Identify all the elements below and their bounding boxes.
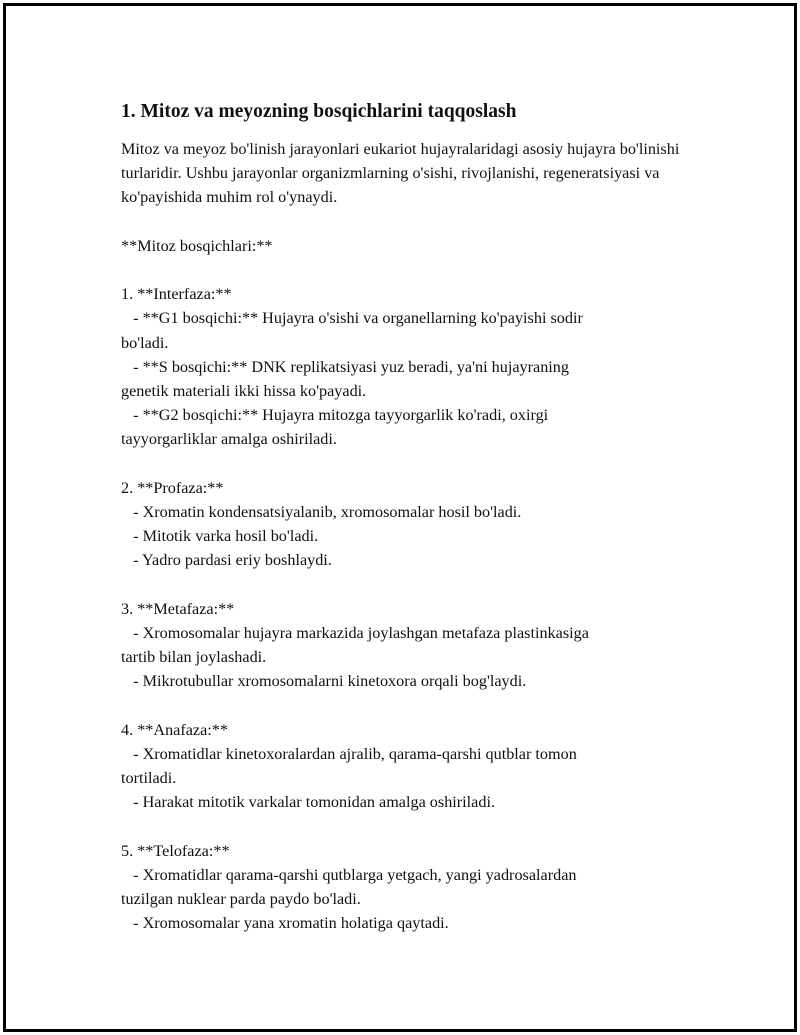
text-line: - **S bosqichi:** DNK replikatsiyasi yuz beradi, ya'ni hujayraning: [121, 357, 569, 376]
blank-line: [121, 694, 701, 718]
intro-paragraph: Mitoz va meyoz bo'linish jarayonlari eukariot hujayralaridagi asosiy hujayra bo'linishi turlaridir. Ushbu jarayonlar organizmlarning o'sishi, rivojlanishi, regeneratsiyasi va ko'payishida muhim rol o'ynaydi.: [121, 140, 680, 207]
page-frame: [3, 3, 797, 1032]
document-title: 1. Mitoz va meyozning bosqichlarini taqqoslash: [121, 101, 517, 122]
text-line: 4. **Anafaza:**: [121, 720, 228, 739]
text-line: - Xromatidlar kinetoxoralardan ajralib, qarama-qarshi qutblar tomon: [121, 745, 577, 763]
text-line: **Mitoz bosqichlari:**: [121, 236, 273, 255]
text-line: - **G1 bosqichi:** Hujayra o'sishi va organellarning ko'payishi sodir: [121, 309, 583, 328]
body-text: [121, 210, 701, 936]
text-line: 3. **Metafaza:**: [121, 599, 235, 618]
text-line: - Xromatidlar qarama-qarshi qutblarga yetgach, yangi yadrosalardan: [121, 866, 577, 884]
blank-line: [121, 258, 701, 282]
text-line: bo'ladi.: [121, 333, 169, 352]
text-line: tayyorgarliklar amalga oshiriladi.: [121, 430, 337, 449]
text-line: - Xromosomalar yana xromatin holatiga qaytadi.: [121, 914, 449, 933]
text-line: tortiladi.: [121, 769, 177, 788]
text-line: tuzilgan nuklear parda paydo bo'ladi.: [121, 890, 361, 909]
text-line: 1. **Interfaza:**: [121, 285, 232, 304]
text-line: 2. **Profaza:**: [121, 478, 224, 497]
text-line: - Xromatin kondensatsiyalanib, xromosomalar hosil bo'ladi.: [121, 503, 522, 521]
blank-line: [121, 573, 701, 597]
text-line: - Xromosomalar hujayra markazida joylashgan metafaza plastinkasiga: [121, 624, 589, 642]
text-line: tartib bilan joylashadi.: [121, 648, 267, 667]
blank-line: [121, 452, 701, 476]
text-line: - Harakat mitotik varkalar tomonidan amalga oshiriladi.: [121, 793, 495, 812]
text-line: - Mikrotubullar xromosomalarni kinetoxora orqali bog'laydi.: [121, 672, 527, 691]
text-line: 5. **Telofaza:**: [121, 841, 230, 860]
blank-line: [121, 815, 701, 839]
blank-line: [121, 210, 701, 234]
document-content: [121, 100, 701, 936]
text-line: - Yadro pardasi eriy boshlaydi.: [121, 551, 332, 570]
text-line: - **G2 bosqichi:** Hujayra mitozga tayyorgarlik ko'radi, oxirgi: [121, 406, 549, 425]
text-line: genetik materiali ikki hissa ko'payadi.: [121, 382, 367, 400]
text-line: - Mitotik varka hosil bo'ladi.: [121, 527, 319, 546]
